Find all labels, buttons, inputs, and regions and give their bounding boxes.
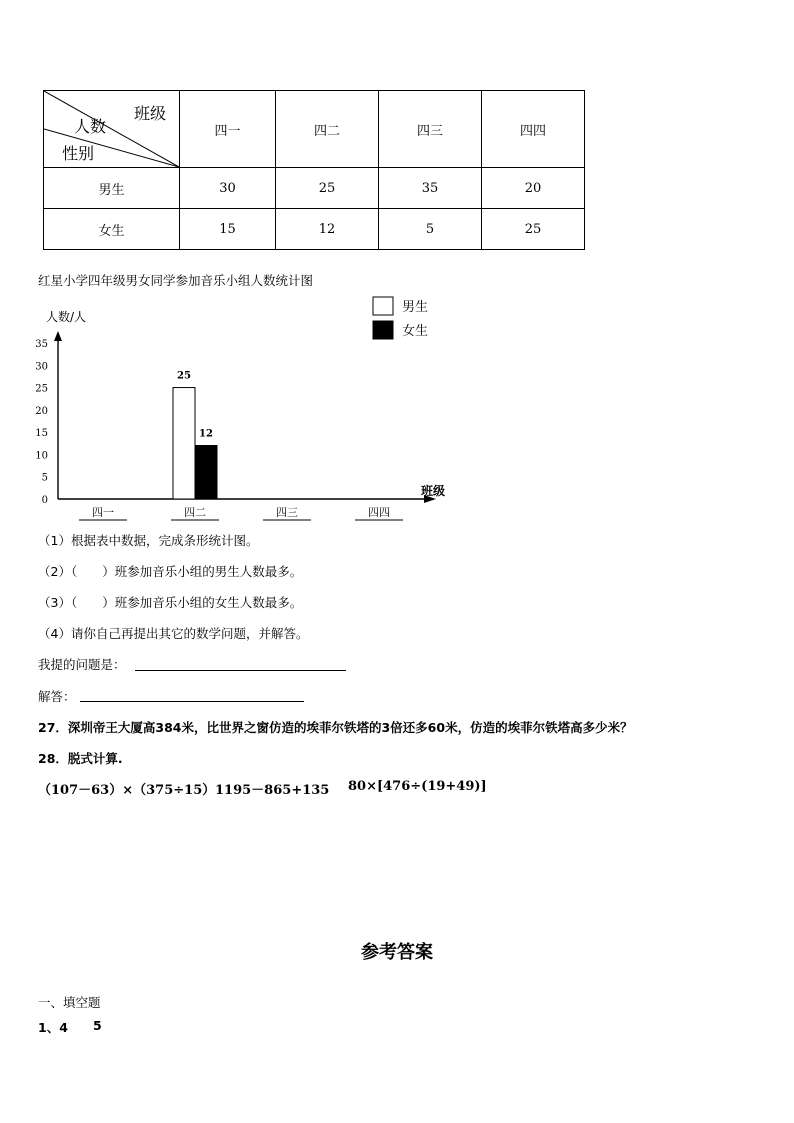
x-tick-label: 四三 (276, 506, 298, 519)
row-label: 女生 (44, 209, 180, 250)
answers-title: 参考答案 (361, 942, 433, 963)
expression-1: （107－63）×（375÷15） (38, 783, 216, 798)
table-row (44, 209, 585, 250)
bar-女生 (195, 446, 217, 499)
question-4: （4）请你自己再提出其它的数学问题，并解答。 (38, 626, 309, 641)
table-cell: 30 (180, 168, 276, 209)
data-table (43, 90, 585, 250)
table-cell: 5 (379, 209, 482, 250)
y-axis-title: 人数/人 (46, 310, 87, 324)
y-tick-label: 35 (35, 339, 48, 350)
answer-blank[interactable] (80, 701, 304, 702)
expression-3: 80×[476÷(19+49)] (348, 779, 487, 794)
y-tick-label: 15 (35, 428, 48, 440)
class-header: 四二 (276, 91, 379, 168)
answer-label: 解答： (38, 689, 76, 704)
y-tick-label: 0 (41, 495, 48, 506)
y-tick-label: 5 (41, 472, 48, 484)
legend-label: 女生 (402, 324, 429, 339)
question-3: （3）（ ）班参加音乐小组的女生人数最多。 (38, 595, 303, 610)
header-count-label: 人数 (74, 117, 107, 136)
answer-item-number: 1、4 (38, 1020, 68, 1035)
expression-2: 1195－865+135 (215, 783, 330, 798)
table-cell: 12 (276, 209, 379, 250)
table-cell: 20 (482, 168, 585, 209)
bar-data-label: 25 (177, 370, 191, 382)
legend-swatch (373, 321, 393, 339)
table-cell: 35 (379, 168, 482, 209)
question-1: （1）根据表中数据，完成条形统计图。 (38, 533, 259, 548)
bar-chart (20, 290, 460, 530)
x-tick-label: 四一 (92, 506, 114, 519)
table-cell: 15 (180, 209, 276, 250)
table-cell: 25 (482, 209, 585, 250)
legend-swatch (373, 297, 393, 315)
question-27: 27．深圳帝王大厦高384米，比世界之窗仿造的埃菲尔铁塔的3倍还多60米，仿造的埃菲尔铁塔高多少米？ (38, 720, 633, 735)
y-tick-label: 30 (35, 361, 48, 373)
legend-label: 男生 (402, 300, 429, 315)
y-tick-label: 10 (35, 450, 48, 462)
class-header: 四三 (379, 91, 482, 168)
y-axis-arrow (54, 331, 62, 341)
my-question-blank[interactable] (135, 670, 346, 671)
row-label: 男生 (44, 168, 180, 209)
x-tick-label: 四四 (368, 506, 390, 519)
header-gender-label: 性别 (62, 144, 95, 163)
answer-item-value: 5 (93, 1018, 102, 1033)
table-cell: 25 (276, 168, 379, 209)
y-tick-label: 25 (35, 383, 48, 395)
y-tick-label: 20 (35, 405, 48, 417)
my-question-label: 我提的问题是： (38, 657, 126, 672)
x-axis-title: 班级 (421, 484, 446, 498)
header-corner-cell (44, 91, 180, 168)
question-28: 28．脱式计算. (38, 751, 123, 766)
class-header: 四四 (482, 91, 585, 168)
section-heading: 一、填空题 (38, 995, 101, 1010)
chart-caption: 红星小学四年级男女同学参加音乐小组人数统计图 (38, 273, 314, 288)
class-header: 四一 (180, 91, 276, 168)
question-2: （2）（ ）班参加音乐小组的男生人数最多。 (38, 564, 303, 579)
bar-data-label: 12 (199, 428, 213, 440)
table-row (44, 168, 585, 209)
bar-男生 (173, 388, 195, 499)
header-class-label: 班级 (134, 104, 167, 123)
x-tick-label: 四二 (184, 506, 206, 519)
